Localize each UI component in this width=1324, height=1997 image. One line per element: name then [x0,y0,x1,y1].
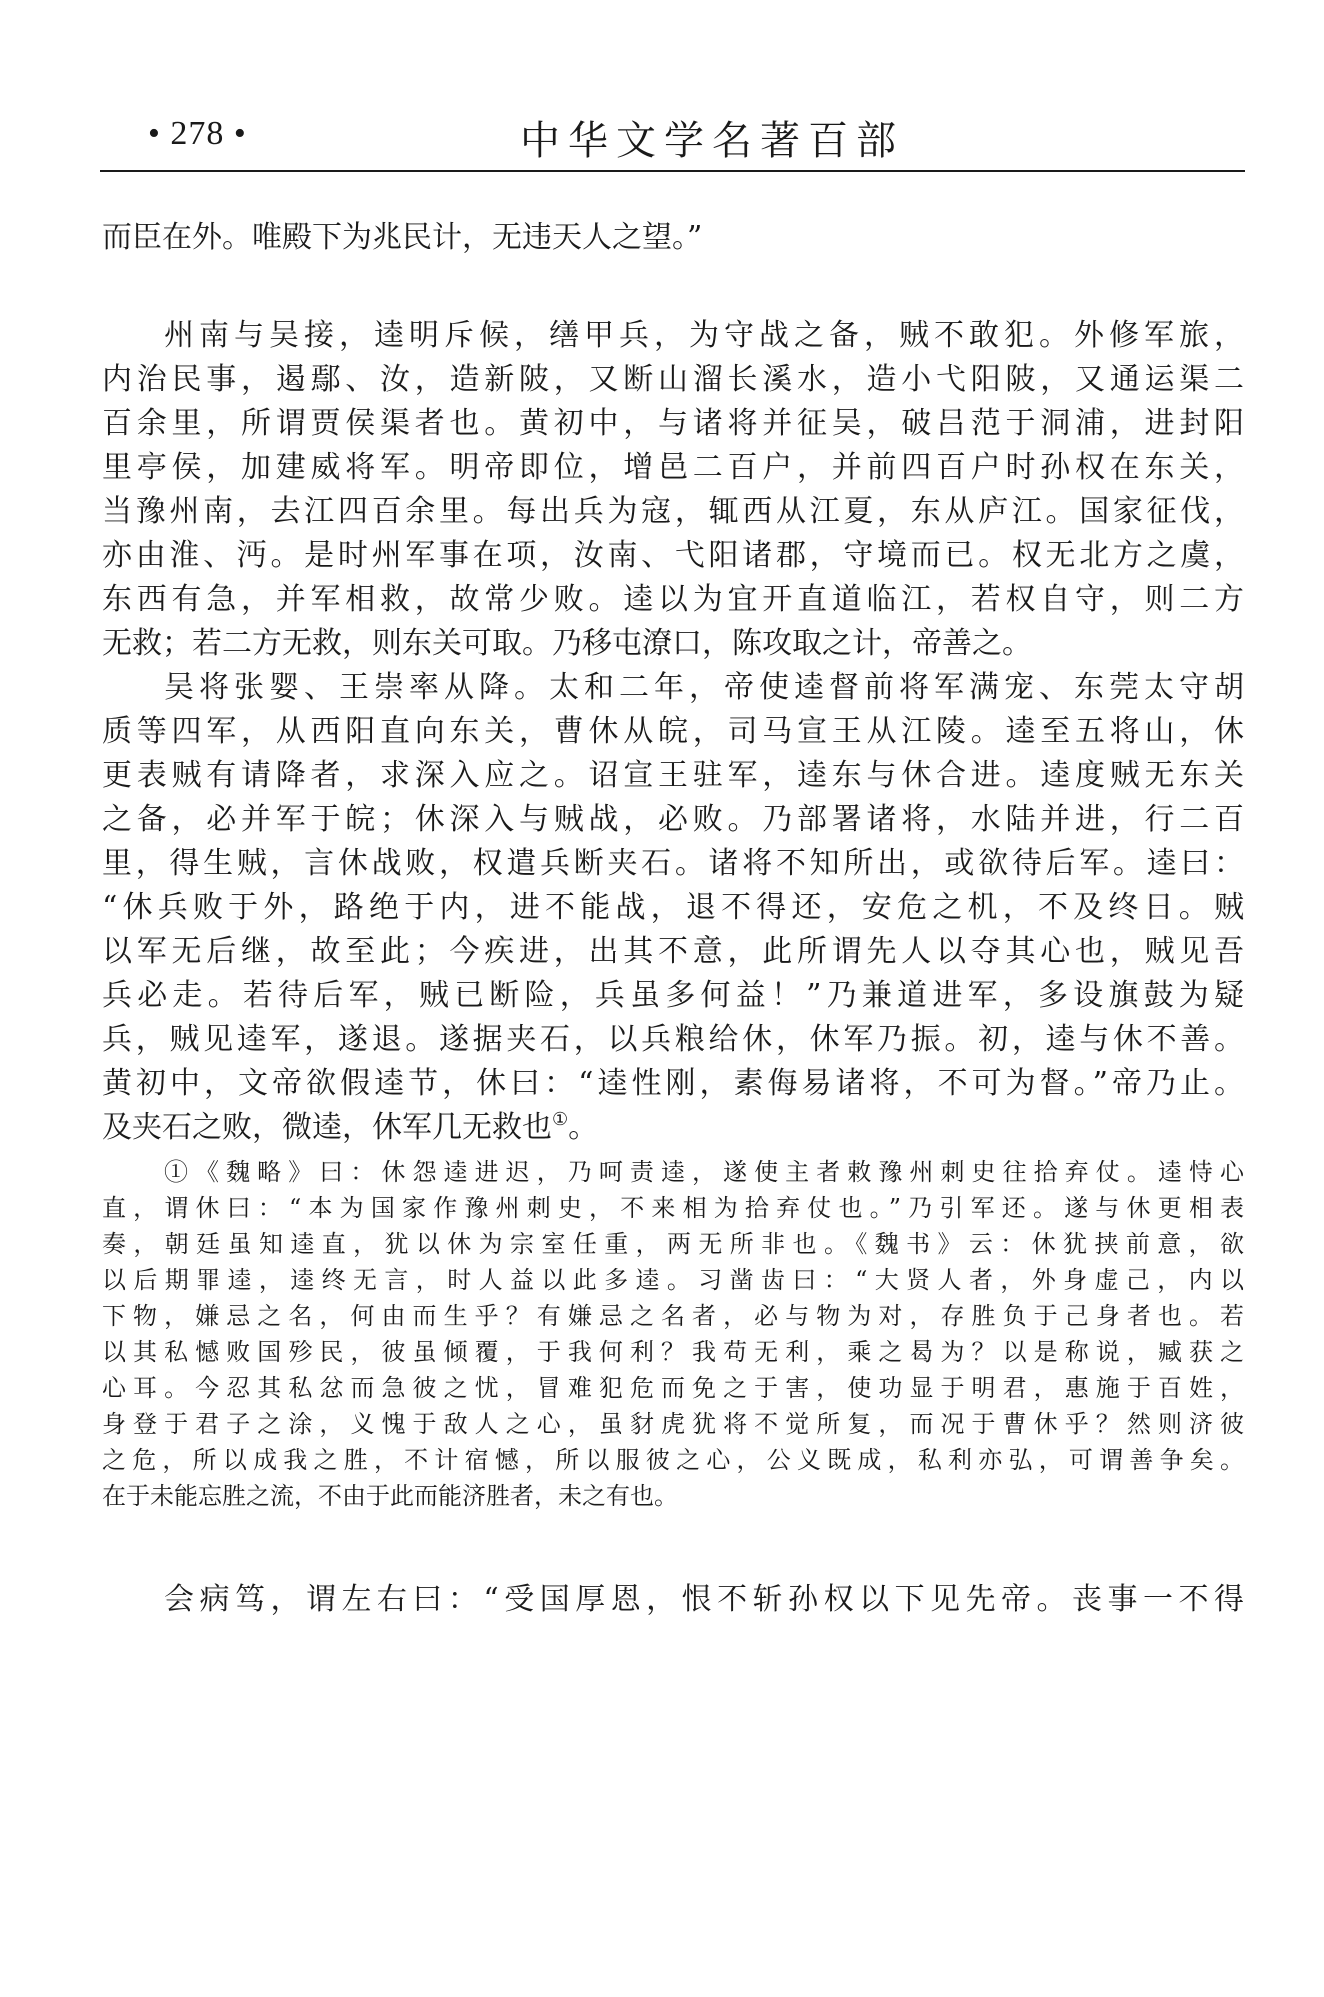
text-line: 黄初中，文帝欲假逵节，休曰：“逵性刚，素侮易诸将，不可为督。”帝乃止。 [102,1066,1244,1101]
footnote-line: 心耳。今忍其私忿而急彼之忧，冒难犯危而免之于害，使功显于明君，惠施于百姓， [102,1374,1244,1402]
text-line: 会病笃，谓左右曰：“受国厚恩，恨不斩孙权以下见先帝。丧事一不得 [164,1582,1244,1617]
book-title: 中华文学名著百部 [520,118,904,164]
carry-over-line: 而臣在外。唯殿下为兆民计，无违天人之望。” [102,220,703,255]
text-line: 更表贼有请降者，求深入应之。诏宣王驻军，逵东与休合进。逵度贼无东关 [102,758,1244,793]
text-line: 里亭侯，加建威将军。明帝即位，增邑二百户，并前四百户时孙权在东关， [102,450,1244,485]
footnote-line: 之危，所以成我之胜，不计宿憾，所以服彼之心，公义既成，私利亦弘，可谓善争矣。 [102,1446,1244,1474]
text-line: 当豫州南，去江四百余里。每出兵为寇，辄西从江夏，东从庐江。国家征伐， [102,494,1244,529]
header-rule [100,170,1245,172]
footnote-line: 以后期罪逵，逵终无言，时人益以此多逵。习凿齿曰：“大贤人者，外身虚己，内以 [102,1266,1244,1294]
footnote-line: 下物，嫌忌之名，何由而生乎？有嫌忌之名者，必与物为对，存胜负于己身者也。若 [102,1302,1244,1330]
text-line-period: 。 [568,1110,599,1145]
text-line: 兵，贼见逵军，遂退。遂据夹石，以兵粮给休，休军乃振。初，逵与休不善。 [102,1022,1244,1057]
footnote-line: 直，谓休曰：“本为国家作豫州刺史，不来相为拾弃仗也。”乃引军还。遂与休更相表 [102,1194,1244,1222]
text-line: 州南与吴接，逵明斥候，缮甲兵，为守战之备，贼不敢犯。外修军旅， [164,318,1244,353]
text-line-content: 及夹石之败，微逵，休军几无救也 [102,1110,552,1145]
text-line: 百余里，所谓贾侯渠者也。黄初中，与诸将并征吴，破吕范于洞浦，进封阳 [102,406,1244,441]
text-line: 亦由淮、沔。是时州军事在项，汝南、弋阳诸郡，守境而已。权无北方之虞， [102,538,1244,573]
text-line-last [102,1106,1244,1150]
text-line: 之备，必并军于皖；休深入与贼战，必败。乃部署诸将，水陆并进，行二百 [102,802,1244,837]
page-number: • 278 • [148,115,247,152]
footnote-line: ①《魏略》曰：休怨逵进迟，乃呵责逵，遂使主者敕豫州刺史往拾弃仗。逵恃心 [164,1158,1244,1186]
text-line: “休兵败于外，路绝于内，进不能战，退不得还，安危之机，不及终日。贼 [102,890,1244,925]
footnote-line: 以其私憾败国殄民，彼虽倾覆，于我何利？我苟无利，乘之曷为？以是称说，臧获之 [102,1338,1244,1366]
text-line: 兵必走。若待后军，贼已断险，兵虽多何益！”乃兼道进军，多设旗鼓为疑 [102,978,1244,1013]
text-line: 吴将张婴、王崇率从降。太和二年，帝使逵督前将军满宠、东莞太守胡 [164,670,1244,705]
text-line: 无救；若二方无救，则东关可取。乃移屯潦口，陈攻取之计，帝善之。 [102,626,1032,661]
footnote-marker[interactable]: ① [552,1109,569,1130]
text-line: 质等四军，从西阳直向东关，曹休从皖，司马宣王从江陵。逵至五将山，休 [102,714,1244,749]
text-line: 东西有急，并军相救，故常少败。逵以为宜开直道临江，若权自守，则二方 [102,582,1244,617]
footnote-line: 奏，朝廷虽知逵直，犹以休为宗室任重，两无所非也。《魏书》云：休犹挟前意，欲 [102,1230,1244,1258]
page-header [100,105,1245,167]
text-line: 里，得生贼，言休战败，权遣兵断夹石。诸将不知所出，或欲待后军。逵曰： [102,846,1244,881]
text-line: 以军无后继，故至此；今疾进，出其不意，此所谓先人以夺其心也，贼见吾 [102,934,1244,969]
footnote-line: 身登于君子之涂，义愧于敌人之心，虽豺虎犹将不觉所复，而况于曹休乎？然则济彼 [102,1410,1244,1438]
text-line: 内治民事，遏鄢、汝，造新陂，又断山溜长溪水，造小弋阳陂，又通运渠二 [102,362,1244,397]
footnote-line: 在于未能忘胜之流，不由于此而能济胜者，未之有也。 [102,1482,678,1510]
